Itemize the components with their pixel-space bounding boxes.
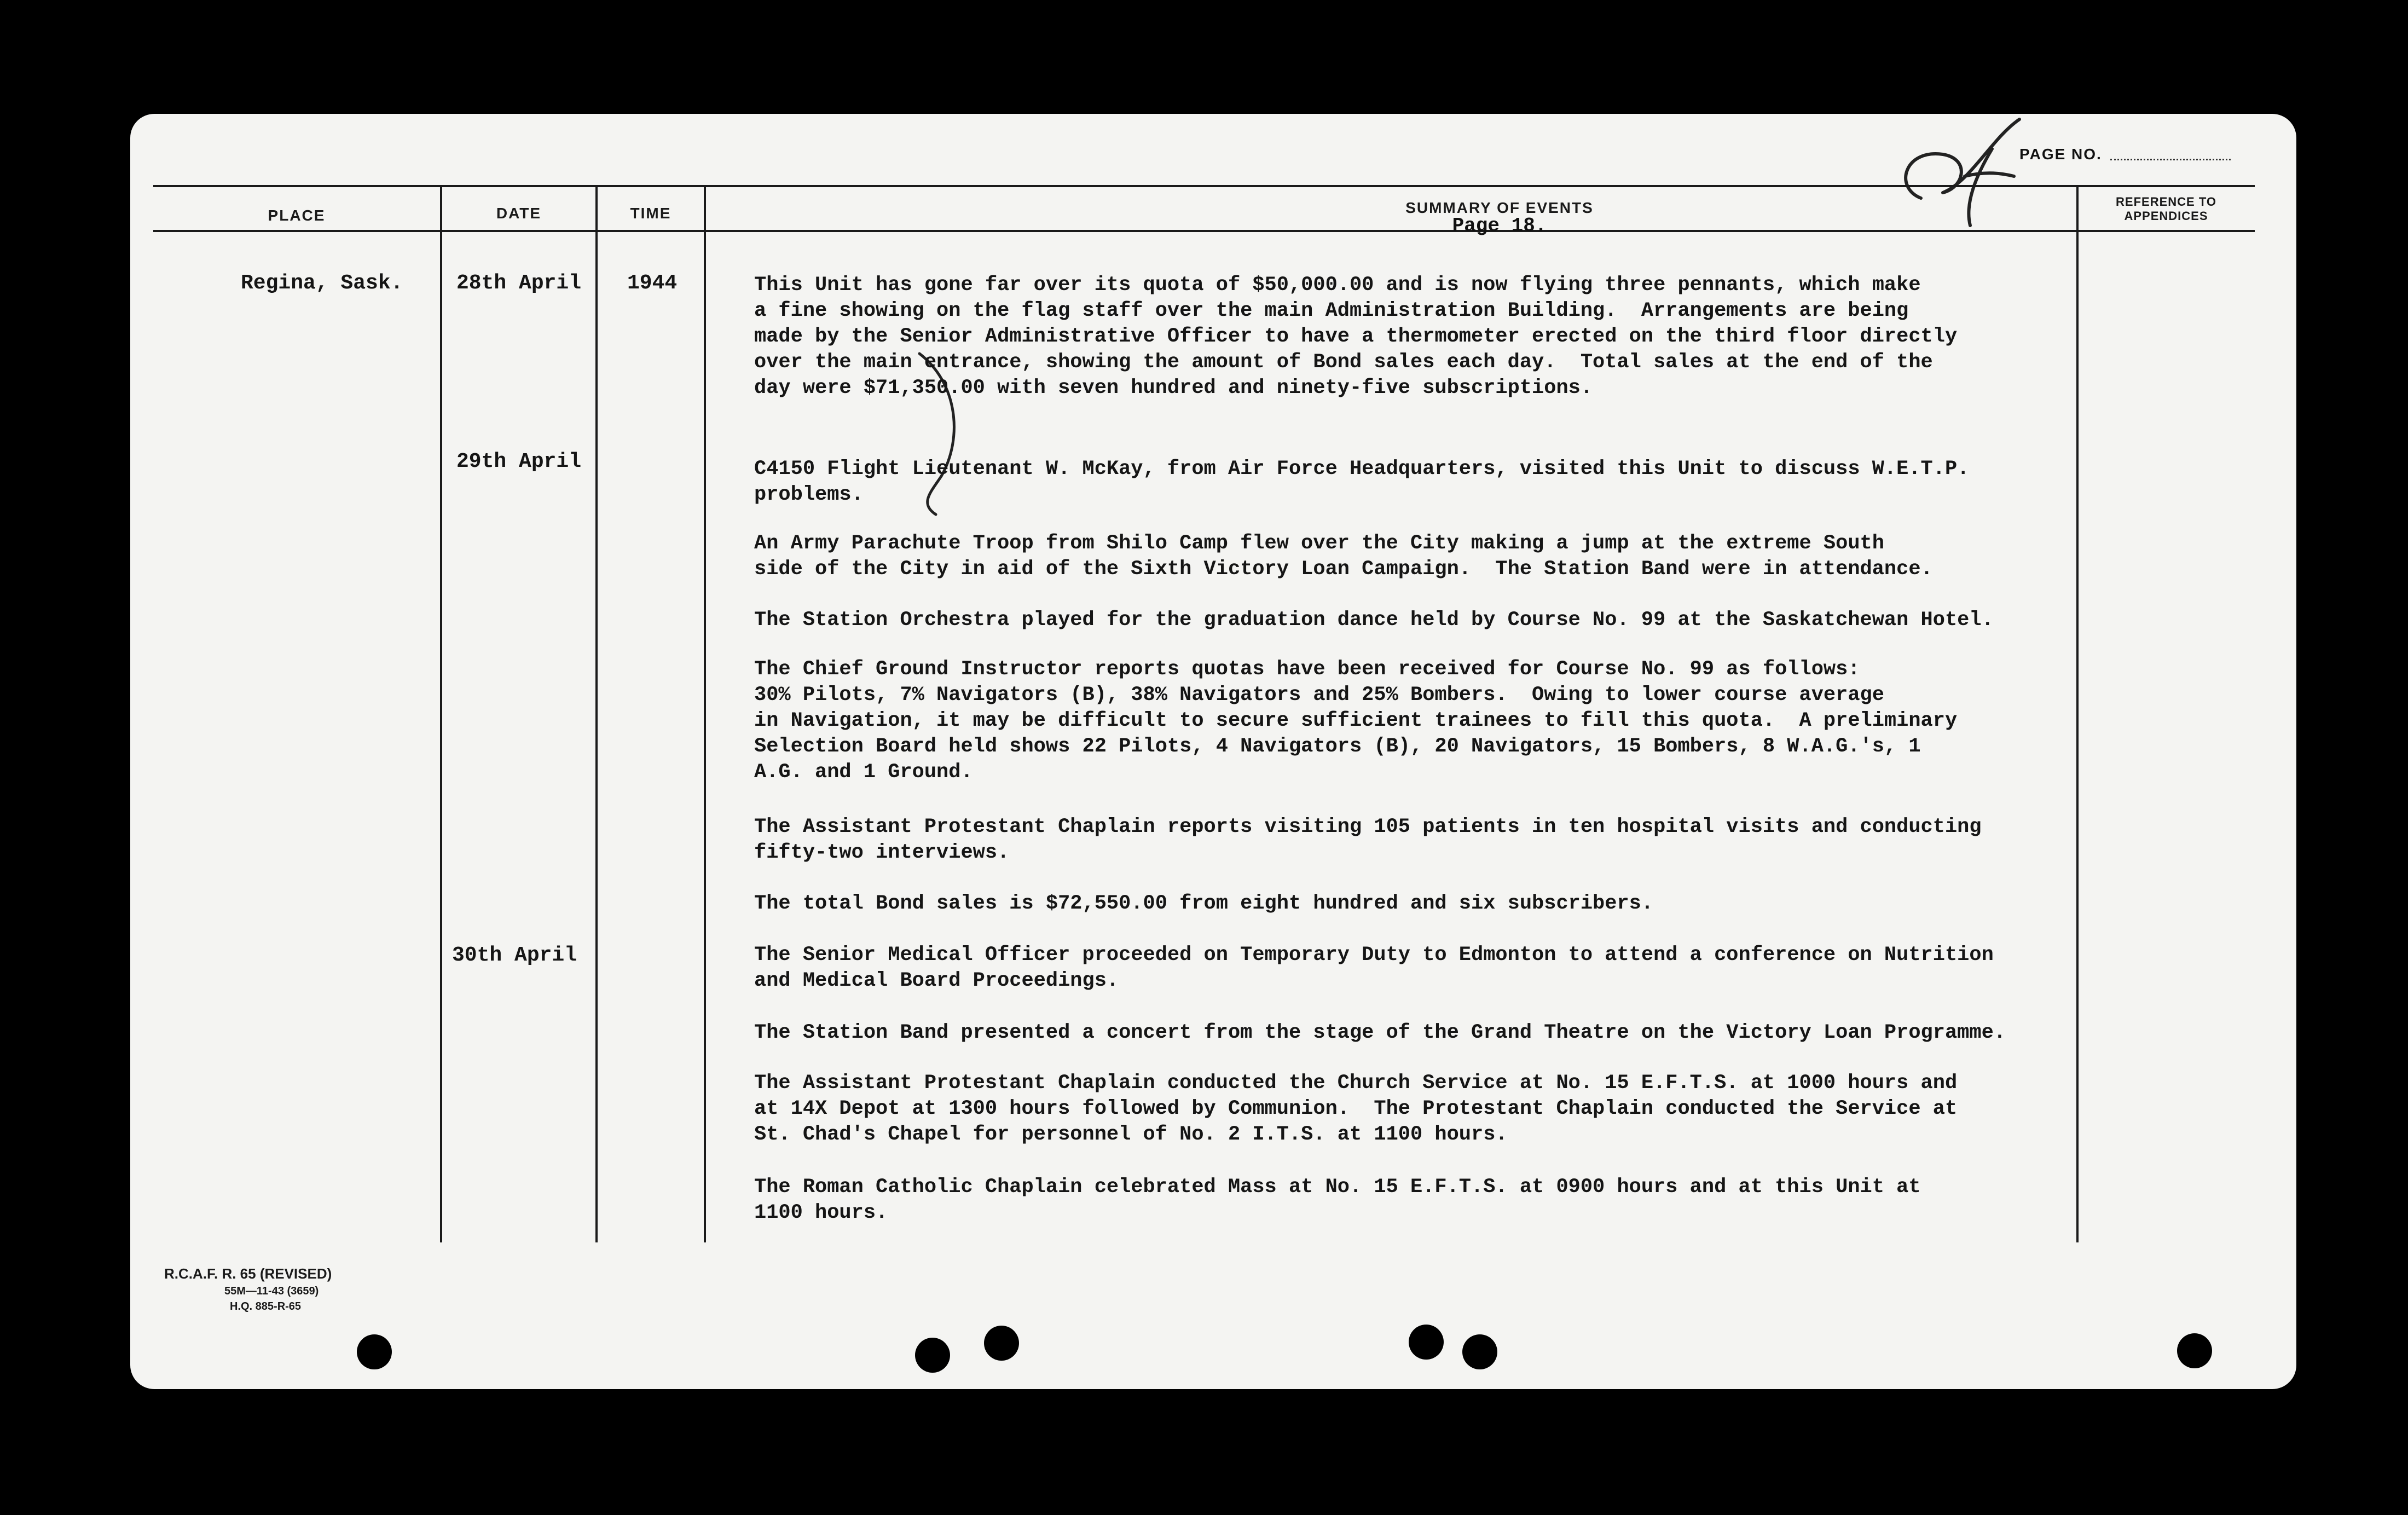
page-no-blank <box>2110 159 2231 160</box>
place-date-divider <box>440 186 442 1242</box>
event-line: This Unit has gone far over its quota of $50,000.00 and is now flying three pennants, which make <box>754 274 1921 297</box>
event-paragraph <box>754 942 1994 994</box>
event-line: The Station Orchestra played for the graduation dance held by Course No. 99 at the Saskatchewan Hotel. <box>754 609 1994 632</box>
event-line: fifty-two interviews. <box>754 841 1010 864</box>
col-header-date: DATE <box>496 205 542 222</box>
event-line: C4150 Flight Lieutenant W. McKay, from Air Force Headquarters, visited this Unit to discuss W.E.T.P. <box>754 458 1970 481</box>
event-paragraph <box>754 456 1969 508</box>
col-header-reference: REFERENCE TO <box>2116 195 2216 209</box>
form-number: R.C.A.F. R. 65 (REVISED) <box>164 1265 332 1282</box>
event-line: day were $71,350.00 with seven hundred and ninety-five subscriptions. <box>754 377 1593 400</box>
header-top-rule <box>153 185 2255 187</box>
col-header-appendices: APPENDICES <box>2124 209 2208 223</box>
event-paragraph <box>754 1175 1921 1226</box>
event-paragraph <box>754 1020 2006 1046</box>
event-paragraph <box>754 531 1933 582</box>
punch-hole <box>915 1338 950 1373</box>
date-time-divider <box>595 186 598 1242</box>
event-line: The Senior Medical Officer proceeded on Temporary Duty to Edmonton to attend a conference on Nutrition <box>754 944 1994 967</box>
page-no-label: PAGE NO. <box>2019 146 2102 163</box>
event-line: and Medical Board Proceedings. <box>754 969 1119 992</box>
header-bottom-rule <box>153 230 2255 232</box>
place-entry: Regina, Sask. <box>241 271 403 295</box>
event-line: An Army Parachute Troop from Shilo Camp flew over the City making a jump at the extreme South <box>754 532 1884 555</box>
event-paragraph <box>754 891 1653 917</box>
date-entry-28: 28th April <box>456 271 582 295</box>
page-number-typed: Page 18. <box>1452 215 1547 237</box>
event-line: 30% Pilots, 7% Navigators (B), 38% Navigators and 25% Bombers. Owing to lower course average <box>754 684 1884 707</box>
event-line: The Assistant Protestant Chaplain conducted the Church Service at No. 15 E.F.T.S. at 1000 hours and <box>754 1072 1958 1095</box>
event-line: The Chief Ground Instructor reports quotas have been received for Course No. 99 as follows: <box>754 658 1860 681</box>
col-header-place: PLACE <box>268 207 326 224</box>
event-line: in Navigation, it may be difficult to secure sufficient trainees to fill this quota. A preliminary <box>754 709 1958 732</box>
event-line: made by the Senior Administrative Officer to have a thermometer erected on the third floor directly <box>754 325 1958 348</box>
event-line: Selection Board held shows 22 Pilots, 4 Navigators (B), 20 Navigators, 15 Bombers, 8 W.A.G.'s, 1 <box>754 735 1921 758</box>
event-paragraph <box>754 657 1957 785</box>
time-entry-1944: 1944 <box>627 271 678 295</box>
form-print-run: 55M—11-43 (3659) <box>224 1285 319 1297</box>
event-line: at 14X Depot at 1300 hours followed by Communion. The Protestant Chaplain conducted the Service at <box>754 1097 1958 1120</box>
punch-hole <box>1462 1334 1497 1369</box>
event-line: side of the City in aid of the Sixth Victory Loan Campaign. The Station Band were in attendance. <box>754 558 1933 581</box>
event-line: a fine showing on the flag staff over the main Administration Building. Arrangements are being <box>754 299 1909 322</box>
event-line: The Assistant Protestant Chaplain reports visiting 105 patients in ten hospital visits and conducting <box>754 816 1982 839</box>
event-line: The Roman Catholic Chaplain celebrated Mass at No. 15 E.F.T.S. at 0900 hours and at this Unit at <box>754 1176 1921 1199</box>
time-summary-divider <box>704 186 706 1242</box>
date-entry-30: 30th April <box>452 944 577 967</box>
form-hq-reference: H.Q. 885-R-65 <box>230 1300 302 1312</box>
event-line: 1100 hours. <box>754 1201 888 1224</box>
punch-hole <box>984 1326 1019 1361</box>
event-paragraph <box>754 814 1982 866</box>
punch-hole <box>2177 1333 2212 1368</box>
event-line: The Station Band presented a concert from the stage of the Grand Theatre on the Victory Loan Programme. <box>754 1021 2006 1044</box>
punch-hole <box>357 1334 392 1369</box>
punch-hole <box>1409 1325 1444 1360</box>
event-paragraph <box>754 273 1957 401</box>
event-line: problems. <box>754 483 864 506</box>
col-header-time: TIME <box>630 205 672 222</box>
event-line: St. Chad's Chapel for personnel of No. 2 I.T.S. at 1100 hours. <box>754 1123 1508 1146</box>
handwritten-initials-signature <box>1883 116 2025 236</box>
event-line: A.G. and 1 Ground. <box>754 761 973 784</box>
event-line: The total Bond sales is $72,550.00 from eight hundred and six subscribers. <box>754 892 1654 915</box>
event-line: over the main entrance, showing the amount of Bond sales each day. Total sales at the end of the <box>754 351 1933 374</box>
summary-reference-divider <box>2076 186 2079 1242</box>
date-entry-29: 29th April <box>456 450 582 473</box>
event-paragraph <box>754 608 1994 633</box>
event-paragraph <box>754 1071 1957 1148</box>
col-header-summary: SUMMARY OF EVENTS <box>1405 199 1594 216</box>
